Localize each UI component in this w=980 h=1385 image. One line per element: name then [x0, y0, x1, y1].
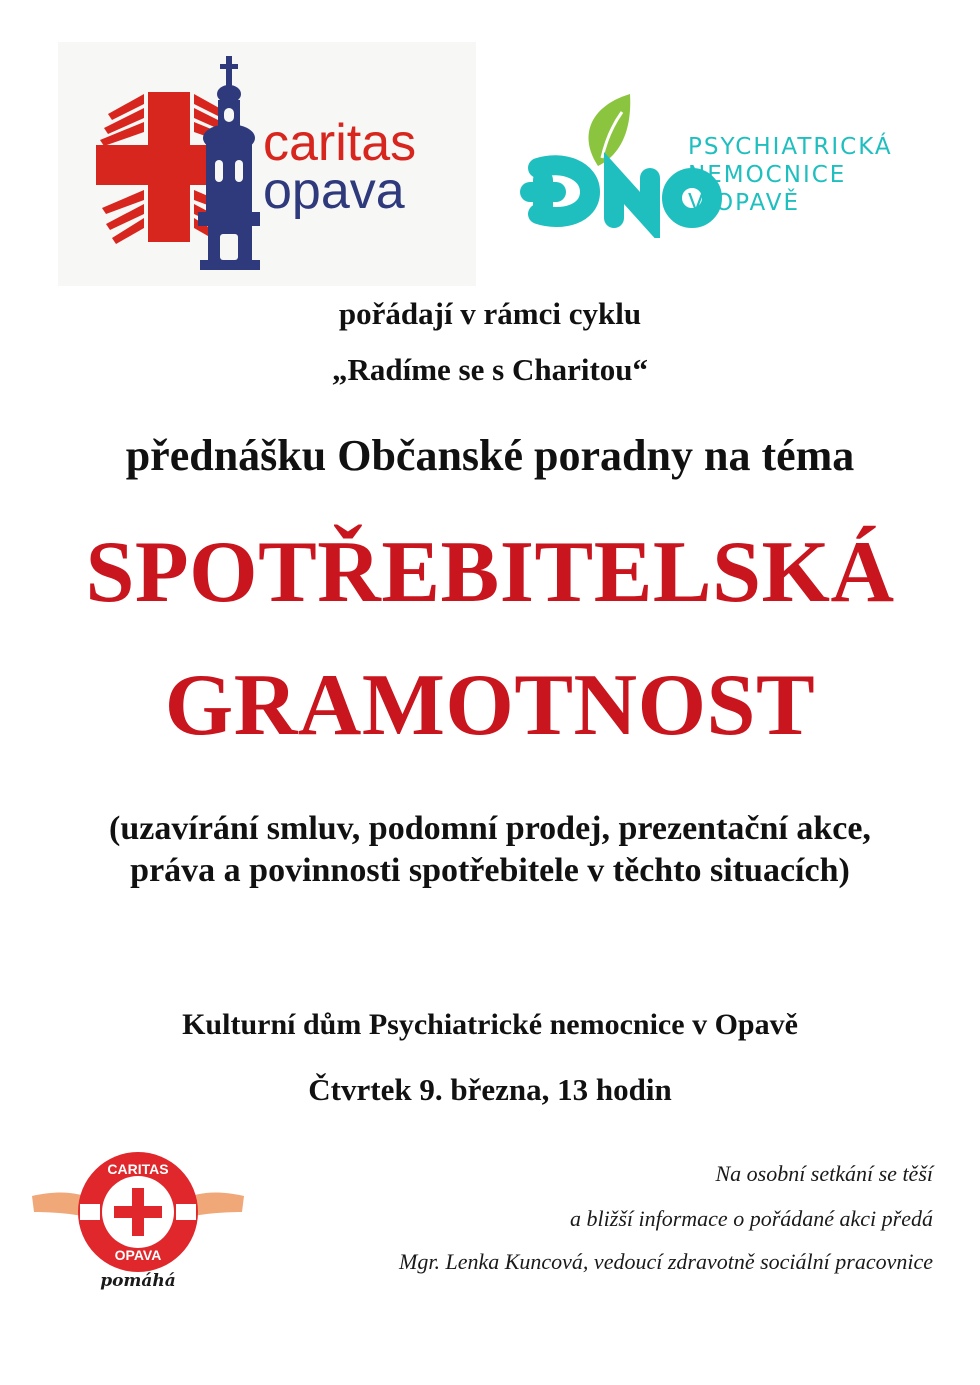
- pno-line2: NEMOCNICE: [688, 162, 847, 188]
- lifebuoy-hands-icon: [28, 1140, 248, 1290]
- pno-line1: PSYCHIATRICKÁ: [688, 134, 893, 160]
- opava-word: opava: [263, 162, 405, 220]
- event-date: Čtvrtek 9. března, 13 hodin: [308, 1072, 672, 1107]
- intro-line-1: pořádají v rámci cyklu: [338, 296, 642, 331]
- contact-line-2: a bližší informace o pořádané akci předá: [570, 1206, 933, 1231]
- title-line-2: GRAMOTNOST: [164, 657, 816, 754]
- title-line-1: SPOTŘEBITELSKÁ: [85, 524, 895, 621]
- lecture-line: přednášku Občanské poradny na téma: [125, 431, 855, 480]
- caritas-opava-logo: [58, 42, 476, 286]
- badge-script-text: pomáhá: [100, 1271, 176, 1290]
- venue: Kulturní dům Psychiatrické nemocnice v Opavě: [182, 1008, 798, 1041]
- caritas-pomaha-badge: [28, 1140, 248, 1290]
- caritas-word: caritas: [263, 114, 417, 172]
- badge-bottom-text: OPAVA: [114, 1247, 162, 1263]
- pno-logo: [490, 88, 910, 238]
- caritas-cross-tower-icon: [58, 42, 476, 286]
- subtitle-line-2: práva a povinnosti spotřebitele v těchto situacích): [130, 852, 850, 889]
- contact-line-3: Mgr. Lenka Kuncová, vedoucí zdravotně sociální pracovnice: [399, 1249, 933, 1274]
- intro-line-2: „Radíme se s Charitou“: [331, 352, 649, 387]
- pno-leaf-icon: [490, 88, 910, 238]
- pno-line3: V OPAVĚ: [688, 190, 801, 216]
- badge-top-text: CARITAS: [107, 1161, 169, 1177]
- contact-line-1: Na osobní setkání se těší: [715, 1161, 933, 1186]
- subtitle-line-1: (uzavírání smluv, podomní prodej, prezentační akce,: [109, 810, 871, 847]
